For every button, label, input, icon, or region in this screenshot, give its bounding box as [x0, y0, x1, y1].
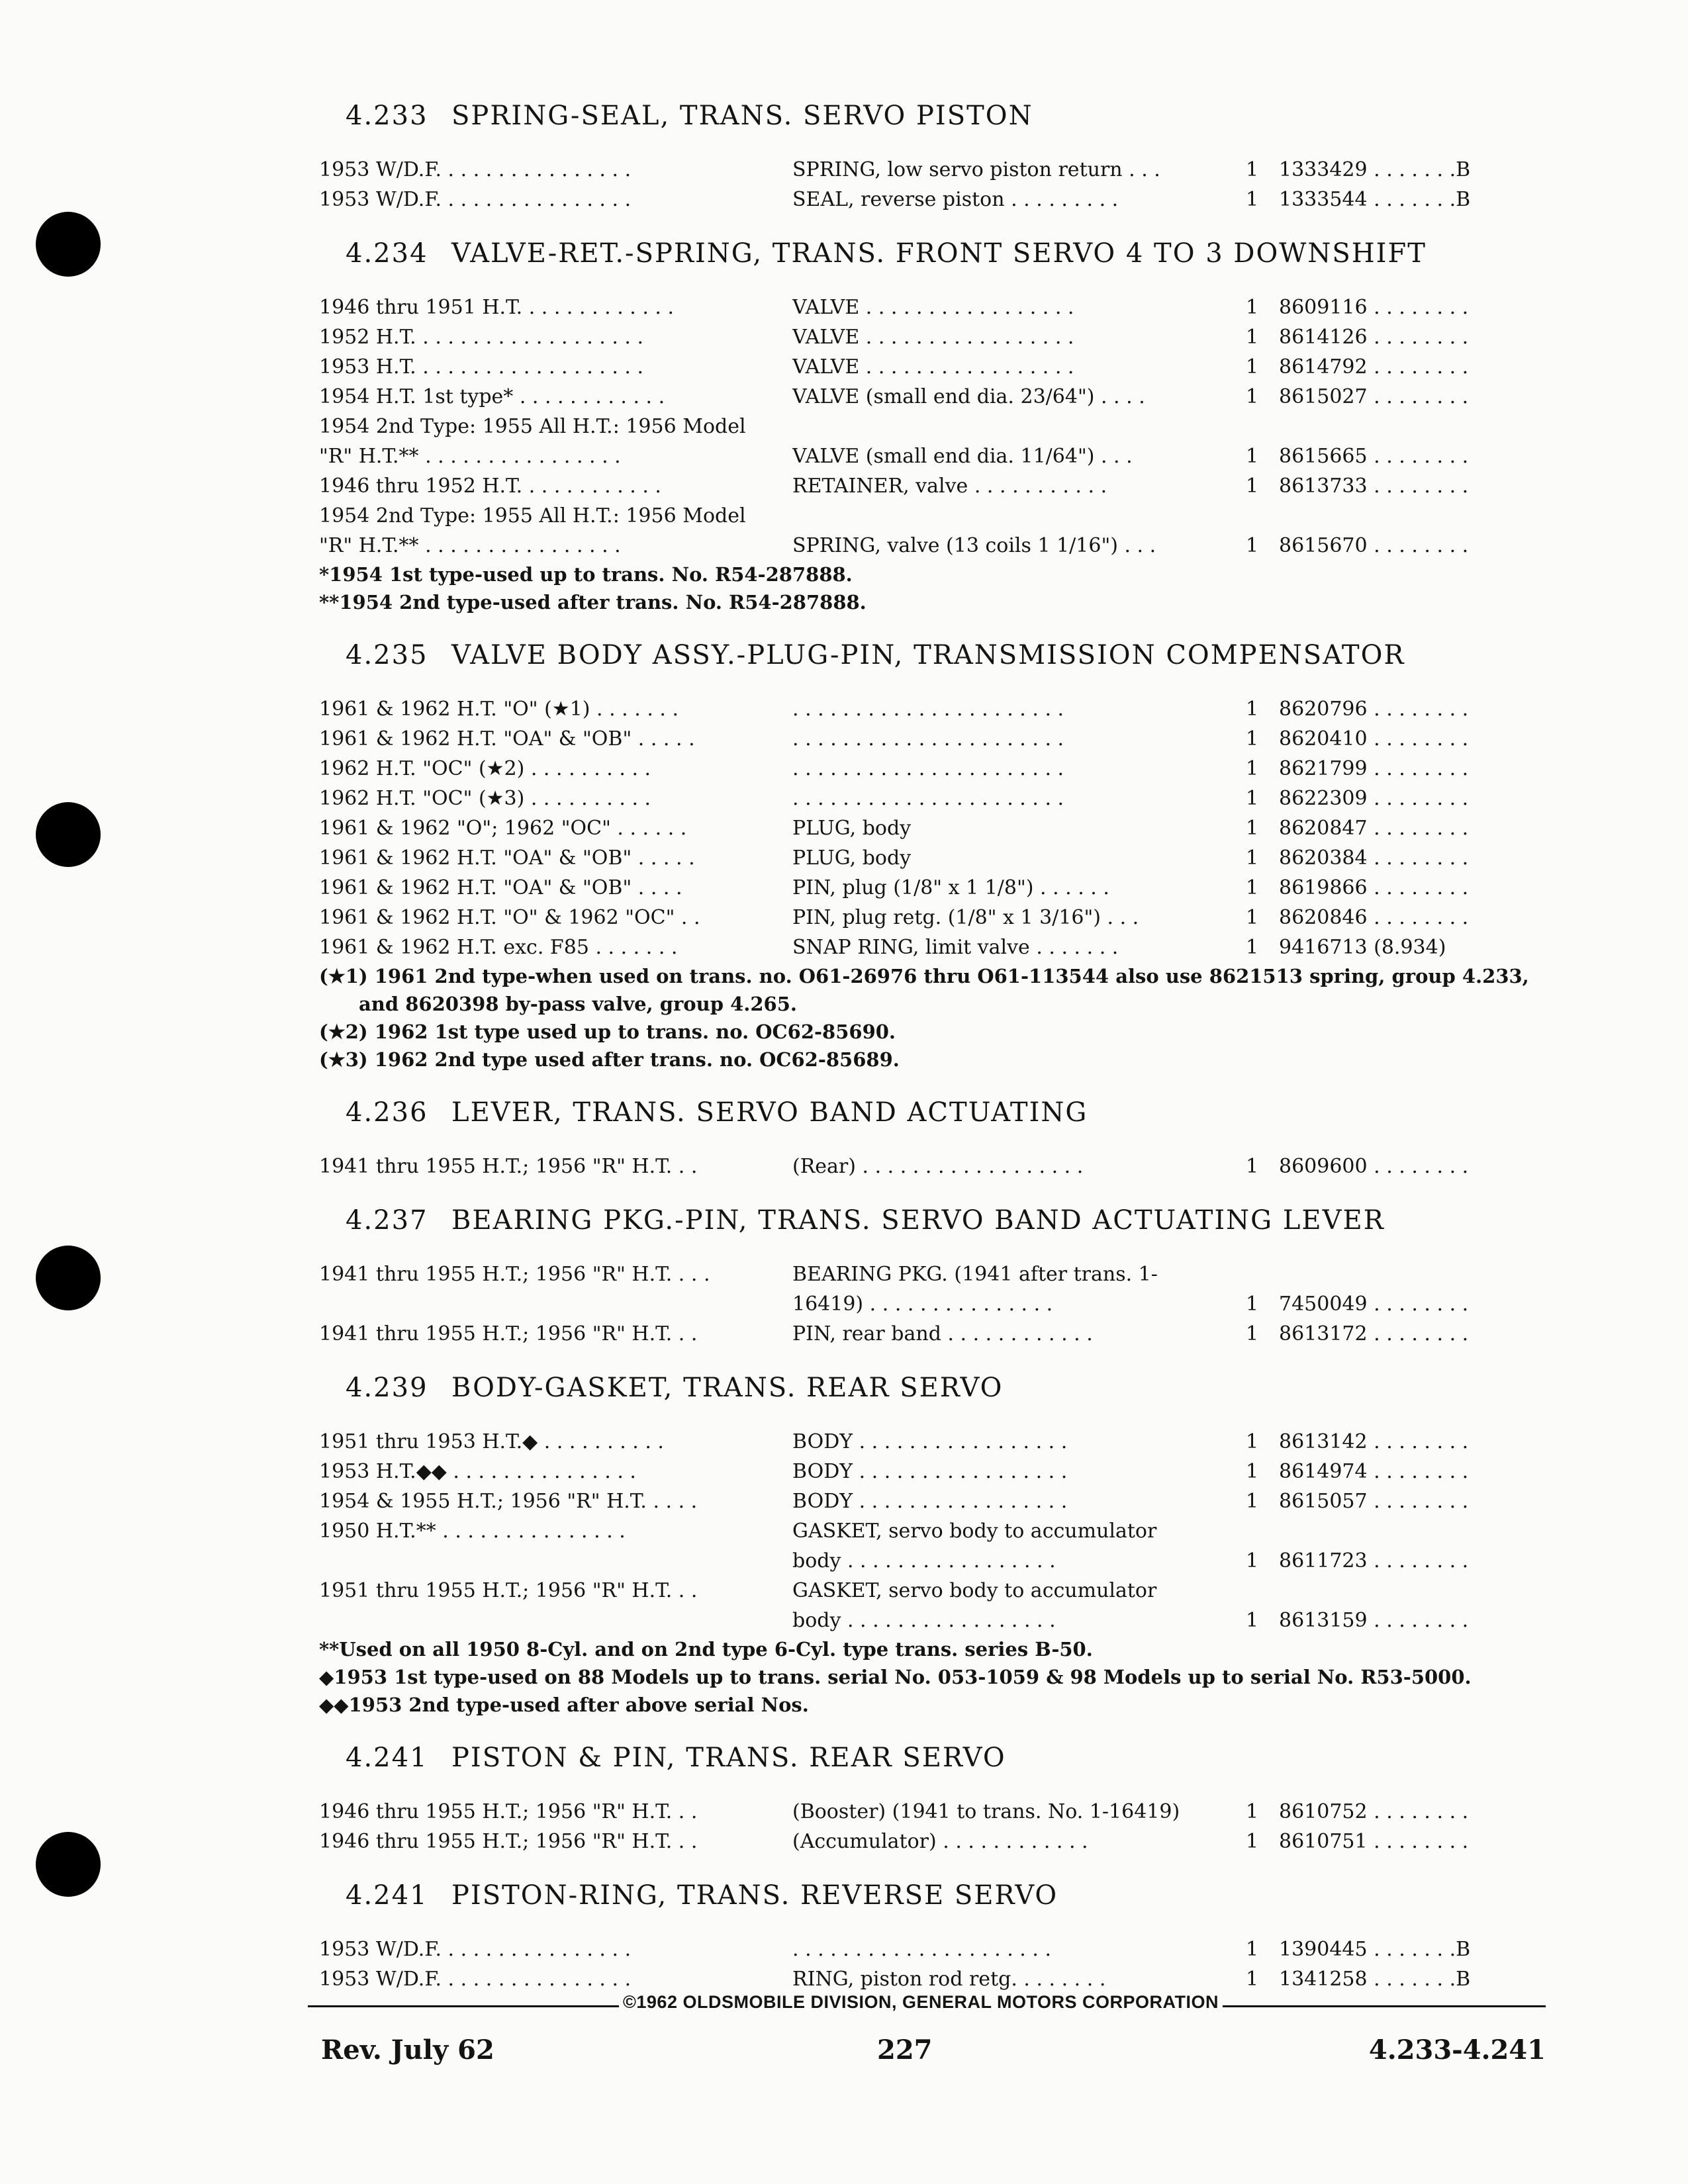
- part-number: 8620846 . . . . . . . .: [1279, 906, 1469, 929]
- part-description: [792, 1319, 1211, 1349]
- description-text: . . . . . . . . . . . . . . . . . . . . . .: [792, 698, 1064, 721]
- footnote: ◆◆1953 2nd type-used after above serial Nos.: [319, 1694, 809, 1716]
- model-text: 1962 H.T. "OC" (★3) . . . . . . . . . .: [319, 787, 651, 810]
- parts-row: [319, 501, 1557, 561]
- section-heading: [346, 99, 1557, 132]
- parts-row: [319, 694, 1557, 724]
- model-text: 1953 H.T.◆◆ . . . . . . . . . . . . . . .: [319, 1460, 636, 1483]
- model-text: 1961 & 1962 H.T. "OA" & "OB" . . . . .: [319, 846, 695, 870]
- model-applicability: [319, 724, 782, 754]
- parts-row: [319, 1576, 1557, 1635]
- part-description: [792, 382, 1211, 412]
- description-text: SEAL, reverse piston . . . . . . . . .: [792, 188, 1119, 211]
- part-description: [792, 1486, 1211, 1516]
- section-number: 4.235: [346, 640, 428, 670]
- parts-row: [319, 185, 1557, 214]
- model-applicability: [319, 185, 782, 214]
- model-text: 1950 H.T.** . . . . . . . . . . . . . . .: [319, 1520, 626, 1543]
- model-applicability: [319, 1152, 782, 1181]
- model-applicability: [319, 1576, 782, 1606]
- model-applicability: [319, 1516, 782, 1546]
- model-applicability: [319, 873, 782, 903]
- part-number: 8609116 . . . . . . . .: [1279, 296, 1469, 319]
- part-number: 8613172 . . . . . . . .: [1279, 1322, 1469, 1345]
- model-applicability: [319, 784, 782, 813]
- parts-row: [319, 903, 1557, 933]
- part-description: [792, 694, 1211, 724]
- quantity: 1: [1246, 906, 1259, 929]
- part-description: [792, 185, 1211, 214]
- parts-row: [319, 873, 1557, 903]
- part-description: [792, 501, 1211, 561]
- footnote: **Used on all 1950 8-Cyl. and on 2nd type 6-Cyl. type trans. series B-50.: [319, 1638, 1093, 1661]
- footnote: and 8620398 by-pass valve, group 4.265.: [359, 993, 797, 1015]
- description-text: BODY . . . . . . . . . . . . . . . . .: [792, 1490, 1068, 1513]
- quantity: 1: [1246, 1155, 1259, 1178]
- parts-row: [319, 1152, 1557, 1181]
- description-text: . . . . . . . . . . . . . . . . . . . . .: [792, 1938, 1051, 1961]
- part-number: 8613142 . . . . . . . .: [1279, 1430, 1469, 1453]
- parts-row: [319, 1516, 1557, 1576]
- part-description: [792, 754, 1211, 784]
- quantity: 1: [1246, 698, 1259, 721]
- description-text: VALVE (small end dia. 23/64") . . . .: [792, 385, 1145, 408]
- parts-row: [319, 1486, 1557, 1516]
- part-description: [792, 813, 1211, 843]
- quantity: 1: [1246, 1830, 1259, 1853]
- description-text: GASKET, servo body to accumulator body . . . . . . . . . . . . . . . . .: [792, 1579, 1157, 1632]
- model-text: 1954 & 1955 H.T.; 1956 "R" H.T. . . . .: [319, 1490, 698, 1513]
- description-text: VALVE (small end dia. 11/64") . . .: [792, 445, 1133, 468]
- description-text: BODY . . . . . . . . . . . . . . . . .: [792, 1460, 1068, 1483]
- description-text: . . . . . . . . . . . . . . . . . . . . . .: [792, 757, 1064, 780]
- quantity: 1: [1246, 445, 1259, 468]
- part-description: [792, 1934, 1211, 1964]
- model-text: 1953 W/D.F. . . . . . . . . . . . . . . .: [319, 1938, 632, 1961]
- model-applicability: [319, 933, 782, 962]
- model-text: 1953 W/D.F. . . . . . . . . . . . . . . .: [319, 1968, 632, 1991]
- part-description: [792, 322, 1211, 352]
- parts-row: [319, 382, 1557, 412]
- quantity: 1: [1246, 817, 1259, 840]
- section-title: VALVE BODY ASSY.-PLUG-PIN, TRANSMISSION COMPENSATOR: [451, 640, 1405, 670]
- quantity: 1: [1246, 355, 1259, 379]
- parts-row: [319, 352, 1557, 382]
- part-description: [792, 1516, 1211, 1576]
- model-text: 1961 & 1962 H.T. "O" & 1962 "OC" . .: [319, 906, 700, 929]
- part-number: 8622309 . . . . . . . .: [1279, 787, 1469, 810]
- description-text: (Rear) . . . . . . . . . . . . . . . . . .: [792, 1155, 1084, 1178]
- part-description: [792, 903, 1211, 933]
- model-applicability: [319, 1797, 782, 1827]
- part-number: 8621799 . . . . . . . .: [1279, 757, 1469, 780]
- revision-date: Rev. July 62: [321, 2034, 494, 2066]
- description-text: PLUG, body: [792, 846, 912, 870]
- model-text: 1953 W/D.F. . . . . . . . . . . . . . . .: [319, 158, 632, 181]
- model-applicability: [319, 1934, 782, 1964]
- part-description: [792, 1964, 1211, 1994]
- part-number: 8609600 . . . . . . . .: [1279, 1155, 1469, 1178]
- model-text: 1961 & 1962 H.T. "OA" & "OB" . . . . .: [319, 727, 695, 751]
- parts-row: [319, 933, 1557, 962]
- part-number: 8610751 . . . . . . . .: [1279, 1830, 1469, 1853]
- parts-row: [319, 322, 1557, 352]
- part-number: 8614974 . . . . . . . .: [1279, 1460, 1469, 1483]
- quantity: 1: [1246, 1938, 1259, 1961]
- model-applicability: [319, 1486, 782, 1516]
- model-text: 1941 thru 1955 H.T.; 1956 "R" H.T. . .: [319, 1322, 698, 1345]
- model-text: 1954 H.T. 1st type* . . . . . . . . . . . .: [319, 385, 665, 408]
- quantity: 1: [1246, 936, 1259, 959]
- part-description: [792, 293, 1211, 322]
- part-description: [792, 1427, 1211, 1457]
- quantity: 1: [1246, 1968, 1259, 1991]
- part-number: 8613733 . . . . . . . .: [1279, 475, 1469, 498]
- part-description: [792, 155, 1211, 185]
- part-number: 8611723 . . . . . . . .: [1279, 1549, 1469, 1572]
- section-heading: [346, 237, 1557, 270]
- part-number: 7450049 . . . . . . . .: [1279, 1293, 1469, 1316]
- part-description: [792, 1259, 1211, 1319]
- footer-rule: [308, 1992, 1546, 2019]
- part-number: 8620847 . . . . . . . .: [1279, 817, 1469, 840]
- section-heading: [346, 1371, 1557, 1404]
- part-number: 8614792 . . . . . . . .: [1279, 355, 1469, 379]
- part-description: [792, 1457, 1211, 1486]
- quantity: 1: [1246, 326, 1259, 349]
- part-number: 8614126 . . . . . . . .: [1279, 326, 1469, 349]
- model-applicability: [319, 412, 782, 471]
- section-number: 4.234: [346, 238, 428, 269]
- parts-section: [319, 99, 1557, 214]
- quantity: 1: [1246, 757, 1259, 780]
- model-applicability: [319, 322, 782, 352]
- parts-row: [319, 724, 1557, 754]
- parts-section: [319, 1371, 1557, 1719]
- parts-row: [319, 1427, 1557, 1457]
- model-text: 1952 H.T. . . . . . . . . . . . . . . . . . .: [319, 326, 644, 349]
- section-title: VALVE-RET.-SPRING, TRANS. FRONT SERVO 4 TO 3 DOWNSHIFT: [451, 238, 1427, 269]
- quantity: 1: [1246, 1609, 1259, 1632]
- description-text: (Accumulator) . . . . . . . . . . . .: [792, 1830, 1088, 1853]
- part-number: 8620796 . . . . . . . .: [1279, 698, 1469, 721]
- section-title: BEARING PKG.-PIN, TRANS. SERVO BAND ACTUATING LEVER: [451, 1205, 1385, 1236]
- section-number: 4.241: [346, 1743, 428, 1773]
- part-number: 8620384 . . . . . . . .: [1279, 846, 1469, 870]
- description-text: SPRING, low servo piston return . . .: [792, 158, 1160, 181]
- part-number: 8615665 . . . . . . . .: [1279, 445, 1469, 468]
- parts-row: [319, 155, 1557, 185]
- description-text: SNAP RING, limit valve . . . . . . .: [792, 936, 1119, 959]
- footnote: (★2) 1962 1st type used up to trans. no. OC62-85690.: [319, 1021, 896, 1043]
- description-text: PIN, rear band . . . . . . . . . . . .: [792, 1322, 1093, 1345]
- part-description: [792, 412, 1211, 471]
- section-title: PISTON & PIN, TRANS. REAR SERVO: [451, 1743, 1006, 1773]
- part-number: 9416713 (8.934): [1279, 936, 1446, 959]
- part-description: [792, 843, 1211, 873]
- footnote: **1954 2nd type-used after trans. No. R54-287888.: [319, 591, 867, 614]
- model-text: 1961 & 1962 "O"; 1962 "OC" . . . . . .: [319, 817, 687, 840]
- parts-row: [319, 813, 1557, 843]
- quantity: 1: [1246, 296, 1259, 319]
- section-number: 4.236: [346, 1097, 428, 1128]
- binder-hole-2: [36, 802, 101, 867]
- footnote: *1954 1st type-used up to trans. No. R54-287888.: [319, 563, 853, 586]
- parts-section: [319, 639, 1557, 1073]
- parts-row: [319, 412, 1557, 471]
- part-number: 1390445 . . . . . . .B: [1279, 1938, 1471, 1961]
- parts-row: [319, 293, 1557, 322]
- parts-row: [319, 1457, 1557, 1486]
- parts-row: [319, 1797, 1557, 1827]
- description-text: RING, piston rod retg. . . . . . . .: [792, 1968, 1106, 1991]
- model-text: 1946 thru 1951 H.T. . . . . . . . . . . . .: [319, 296, 675, 319]
- quantity: 1: [1246, 158, 1259, 181]
- quantity: 1: [1246, 1322, 1259, 1345]
- parts-catalog-content: [319, 99, 1557, 2017]
- model-text: 1961 & 1962 H.T. exc. F85 . . . . . . .: [319, 936, 678, 959]
- binder-hole-4: [36, 1832, 101, 1897]
- parts-row: [319, 1964, 1557, 1994]
- section-heading: [346, 1096, 1557, 1129]
- quantity: 1: [1246, 188, 1259, 211]
- model-text: 1954 2nd Type: 1955 All H.T.: 1956 Model "R" H.T.** . . . . . . . . . . . . . . . .: [319, 415, 746, 468]
- parts-row: [319, 471, 1557, 501]
- model-text: 1941 thru 1955 H.T.; 1956 "R" H.T. . .: [319, 1155, 698, 1178]
- part-number: 8615057 . . . . . . . .: [1279, 1490, 1469, 1513]
- parts-row: [319, 784, 1557, 813]
- parts-row: [319, 1827, 1557, 1856]
- section-range: 4.233-4.241: [1368, 2034, 1546, 2066]
- part-number: 8613159 . . . . . . . .: [1279, 1609, 1469, 1632]
- model-applicability: [319, 903, 782, 933]
- binder-hole-3: [36, 1246, 101, 1310]
- section-number: 4.233: [346, 101, 428, 131]
- model-text: 1953 W/D.F. . . . . . . . . . . . . . . .: [319, 188, 632, 211]
- part-description: [792, 724, 1211, 754]
- footnote: ◆1953 1st type-used on 88 Models up to trans. serial No. 053-1059 & 98 Models up to serial No. R53-5000.: [319, 1666, 1472, 1688]
- description-text: (Booster) (1941 to trans. No. 1-16419): [792, 1800, 1180, 1823]
- description-text: PLUG, body: [792, 817, 912, 840]
- section-title: PISTON-RING, TRANS. REVERSE SERVO: [451, 1880, 1058, 1911]
- section-title: SPRING-SEAL, TRANS. SERVO PISTON: [451, 101, 1033, 131]
- part-description: [792, 471, 1211, 501]
- model-applicability: [319, 1427, 782, 1457]
- quantity: 1: [1246, 787, 1259, 810]
- footnote: (★1) 1961 2nd type-when used on trans. no. O61-26976 thru O61-113544 also use 8621513 spring, group 4.233,: [319, 965, 1529, 987]
- section-title: BODY-GASKET, TRANS. REAR SERVO: [451, 1373, 1004, 1403]
- model-applicability: [319, 843, 782, 873]
- part-number: 1333429 . . . . . . .B: [1279, 158, 1471, 181]
- page-number: 227: [877, 2034, 933, 2066]
- description-text: . . . . . . . . . . . . . . . . . . . . . .: [792, 787, 1064, 810]
- model-applicability: [319, 1827, 782, 1856]
- model-applicability: [319, 1259, 782, 1289]
- parts-section: [319, 1204, 1557, 1349]
- description-text: PIN, plug (1/8" x 1 1/8") . . . . . .: [792, 876, 1109, 899]
- part-description: [792, 1797, 1211, 1827]
- model-text: 1946 thru 1955 H.T.; 1956 "R" H.T. . .: [319, 1800, 698, 1823]
- model-text: 1951 thru 1955 H.T.; 1956 "R" H.T. . .: [319, 1579, 698, 1602]
- parts-row: [319, 843, 1557, 873]
- part-description: [792, 873, 1211, 903]
- quantity: 1: [1246, 1800, 1259, 1823]
- model-applicability: [319, 382, 782, 412]
- parts-section: [319, 1741, 1557, 1856]
- part-number: 8620410 . . . . . . . .: [1279, 727, 1469, 751]
- model-applicability: [319, 155, 782, 185]
- section-heading: [346, 1204, 1557, 1237]
- description-text: BEARING PKG. (1941 after trans. 1- 16419) . . . . . . . . . . . . . . .: [792, 1263, 1158, 1316]
- parts-row: [319, 754, 1557, 784]
- description-text: RETAINER, valve . . . . . . . . . . .: [792, 475, 1107, 498]
- quantity: 1: [1246, 1490, 1259, 1513]
- model-applicability: [319, 1964, 782, 1994]
- section-number: 4.239: [346, 1373, 428, 1403]
- part-number: 8615027 . . . . . . . .: [1279, 385, 1469, 408]
- model-text: 1953 H.T. . . . . . . . . . . . . . . . . . .: [319, 355, 644, 379]
- parts-row: [319, 1319, 1557, 1349]
- model-text: 1961 & 1962 H.T. "OA" & "OB" . . . .: [319, 876, 682, 899]
- section-heading: [346, 1879, 1557, 1912]
- part-description: [792, 352, 1211, 382]
- copyright-notice: ©1962 OLDSMOBILE DIVISION, GENERAL MOTORS CORPORATION: [619, 1992, 1223, 2013]
- part-number: 8610752 . . . . . . . .: [1279, 1800, 1469, 1823]
- model-text: 1951 thru 1953 H.T.◆ . . . . . . . . . .: [319, 1430, 664, 1453]
- model-applicability: [319, 293, 782, 322]
- section-title: LEVER, TRANS. SERVO BAND ACTUATING: [451, 1097, 1088, 1128]
- description-text: BODY . . . . . . . . . . . . . . . . .: [792, 1430, 1068, 1453]
- binder-hole-1: [36, 212, 101, 277]
- section-number: 4.241: [346, 1880, 428, 1911]
- quantity: 1: [1246, 1549, 1259, 1572]
- description-text: VALVE . . . . . . . . . . . . . . . . .: [792, 326, 1074, 349]
- description-text: SPRING, valve (13 coils 1 1/16") . . .: [792, 534, 1156, 557]
- quantity: 1: [1246, 846, 1259, 870]
- part-number: 1341258 . . . . . . .B: [1279, 1968, 1471, 1991]
- footnote: (★3) 1962 2nd type used after trans. no. OC62-85689.: [319, 1048, 900, 1071]
- quantity: 1: [1246, 1293, 1259, 1316]
- description-text: VALVE . . . . . . . . . . . . . . . . .: [792, 355, 1074, 379]
- model-text: 1962 H.T. "OC" (★2) . . . . . . . . . .: [319, 757, 651, 780]
- quantity: 1: [1246, 534, 1259, 557]
- part-description: [792, 933, 1211, 962]
- model-text: 1946 thru 1955 H.T.; 1956 "R" H.T. . .: [319, 1830, 698, 1853]
- part-number: 8619866 . . . . . . . .: [1279, 876, 1469, 899]
- quantity: 1: [1246, 475, 1259, 498]
- part-description: [792, 784, 1211, 813]
- quantity: 1: [1246, 876, 1259, 899]
- parts-section: [319, 237, 1557, 616]
- model-applicability: [319, 813, 782, 843]
- part-number: 1333544 . . . . . . .B: [1279, 188, 1471, 211]
- model-applicability: [319, 501, 782, 561]
- section-number: 4.237: [346, 1205, 428, 1236]
- model-text: 1961 & 1962 H.T. "O" (★1) . . . . . . .: [319, 698, 679, 721]
- part-description: [792, 1827, 1211, 1856]
- parts-row: [319, 1934, 1557, 1964]
- page-footer: [308, 1992, 1546, 2074]
- quantity: 1: [1246, 385, 1259, 408]
- model-text: 1954 2nd Type: 1955 All H.T.: 1956 Model "R" H.T.** . . . . . . . . . . . . . . . .: [319, 504, 746, 557]
- model-text: 1946 thru 1952 H.T. . . . . . . . . . . .: [319, 475, 661, 498]
- description-text: VALVE . . . . . . . . . . . . . . . . .: [792, 296, 1074, 319]
- quantity: 1: [1246, 1430, 1259, 1453]
- section-heading: [346, 639, 1557, 672]
- part-description: [792, 1152, 1211, 1181]
- model-applicability: [319, 694, 782, 724]
- parts-row: [319, 1259, 1557, 1319]
- section-heading: [346, 1741, 1557, 1774]
- quantity: 1: [1246, 727, 1259, 751]
- model-applicability: [319, 1457, 782, 1486]
- model-applicability: [319, 352, 782, 382]
- model-applicability: [319, 754, 782, 784]
- model-applicability: [319, 1319, 782, 1349]
- model-text: 1941 thru 1955 H.T.; 1956 "R" H.T. . . .: [319, 1263, 710, 1286]
- description-text: GASKET, servo body to accumulator body . . . . . . . . . . . . . . . . .: [792, 1520, 1157, 1572]
- model-applicability: [319, 471, 782, 501]
- description-text: PIN, plug retg. (1/8" x 1 3/16") . . .: [792, 906, 1139, 929]
- description-text: . . . . . . . . . . . . . . . . . . . . . .: [792, 727, 1064, 751]
- parts-section: [319, 1096, 1557, 1181]
- part-description: [792, 1576, 1211, 1635]
- parts-section: [319, 1879, 1557, 1994]
- part-number: 8615670 . . . . . . . .: [1279, 534, 1469, 557]
- quantity: 1: [1246, 1460, 1259, 1483]
